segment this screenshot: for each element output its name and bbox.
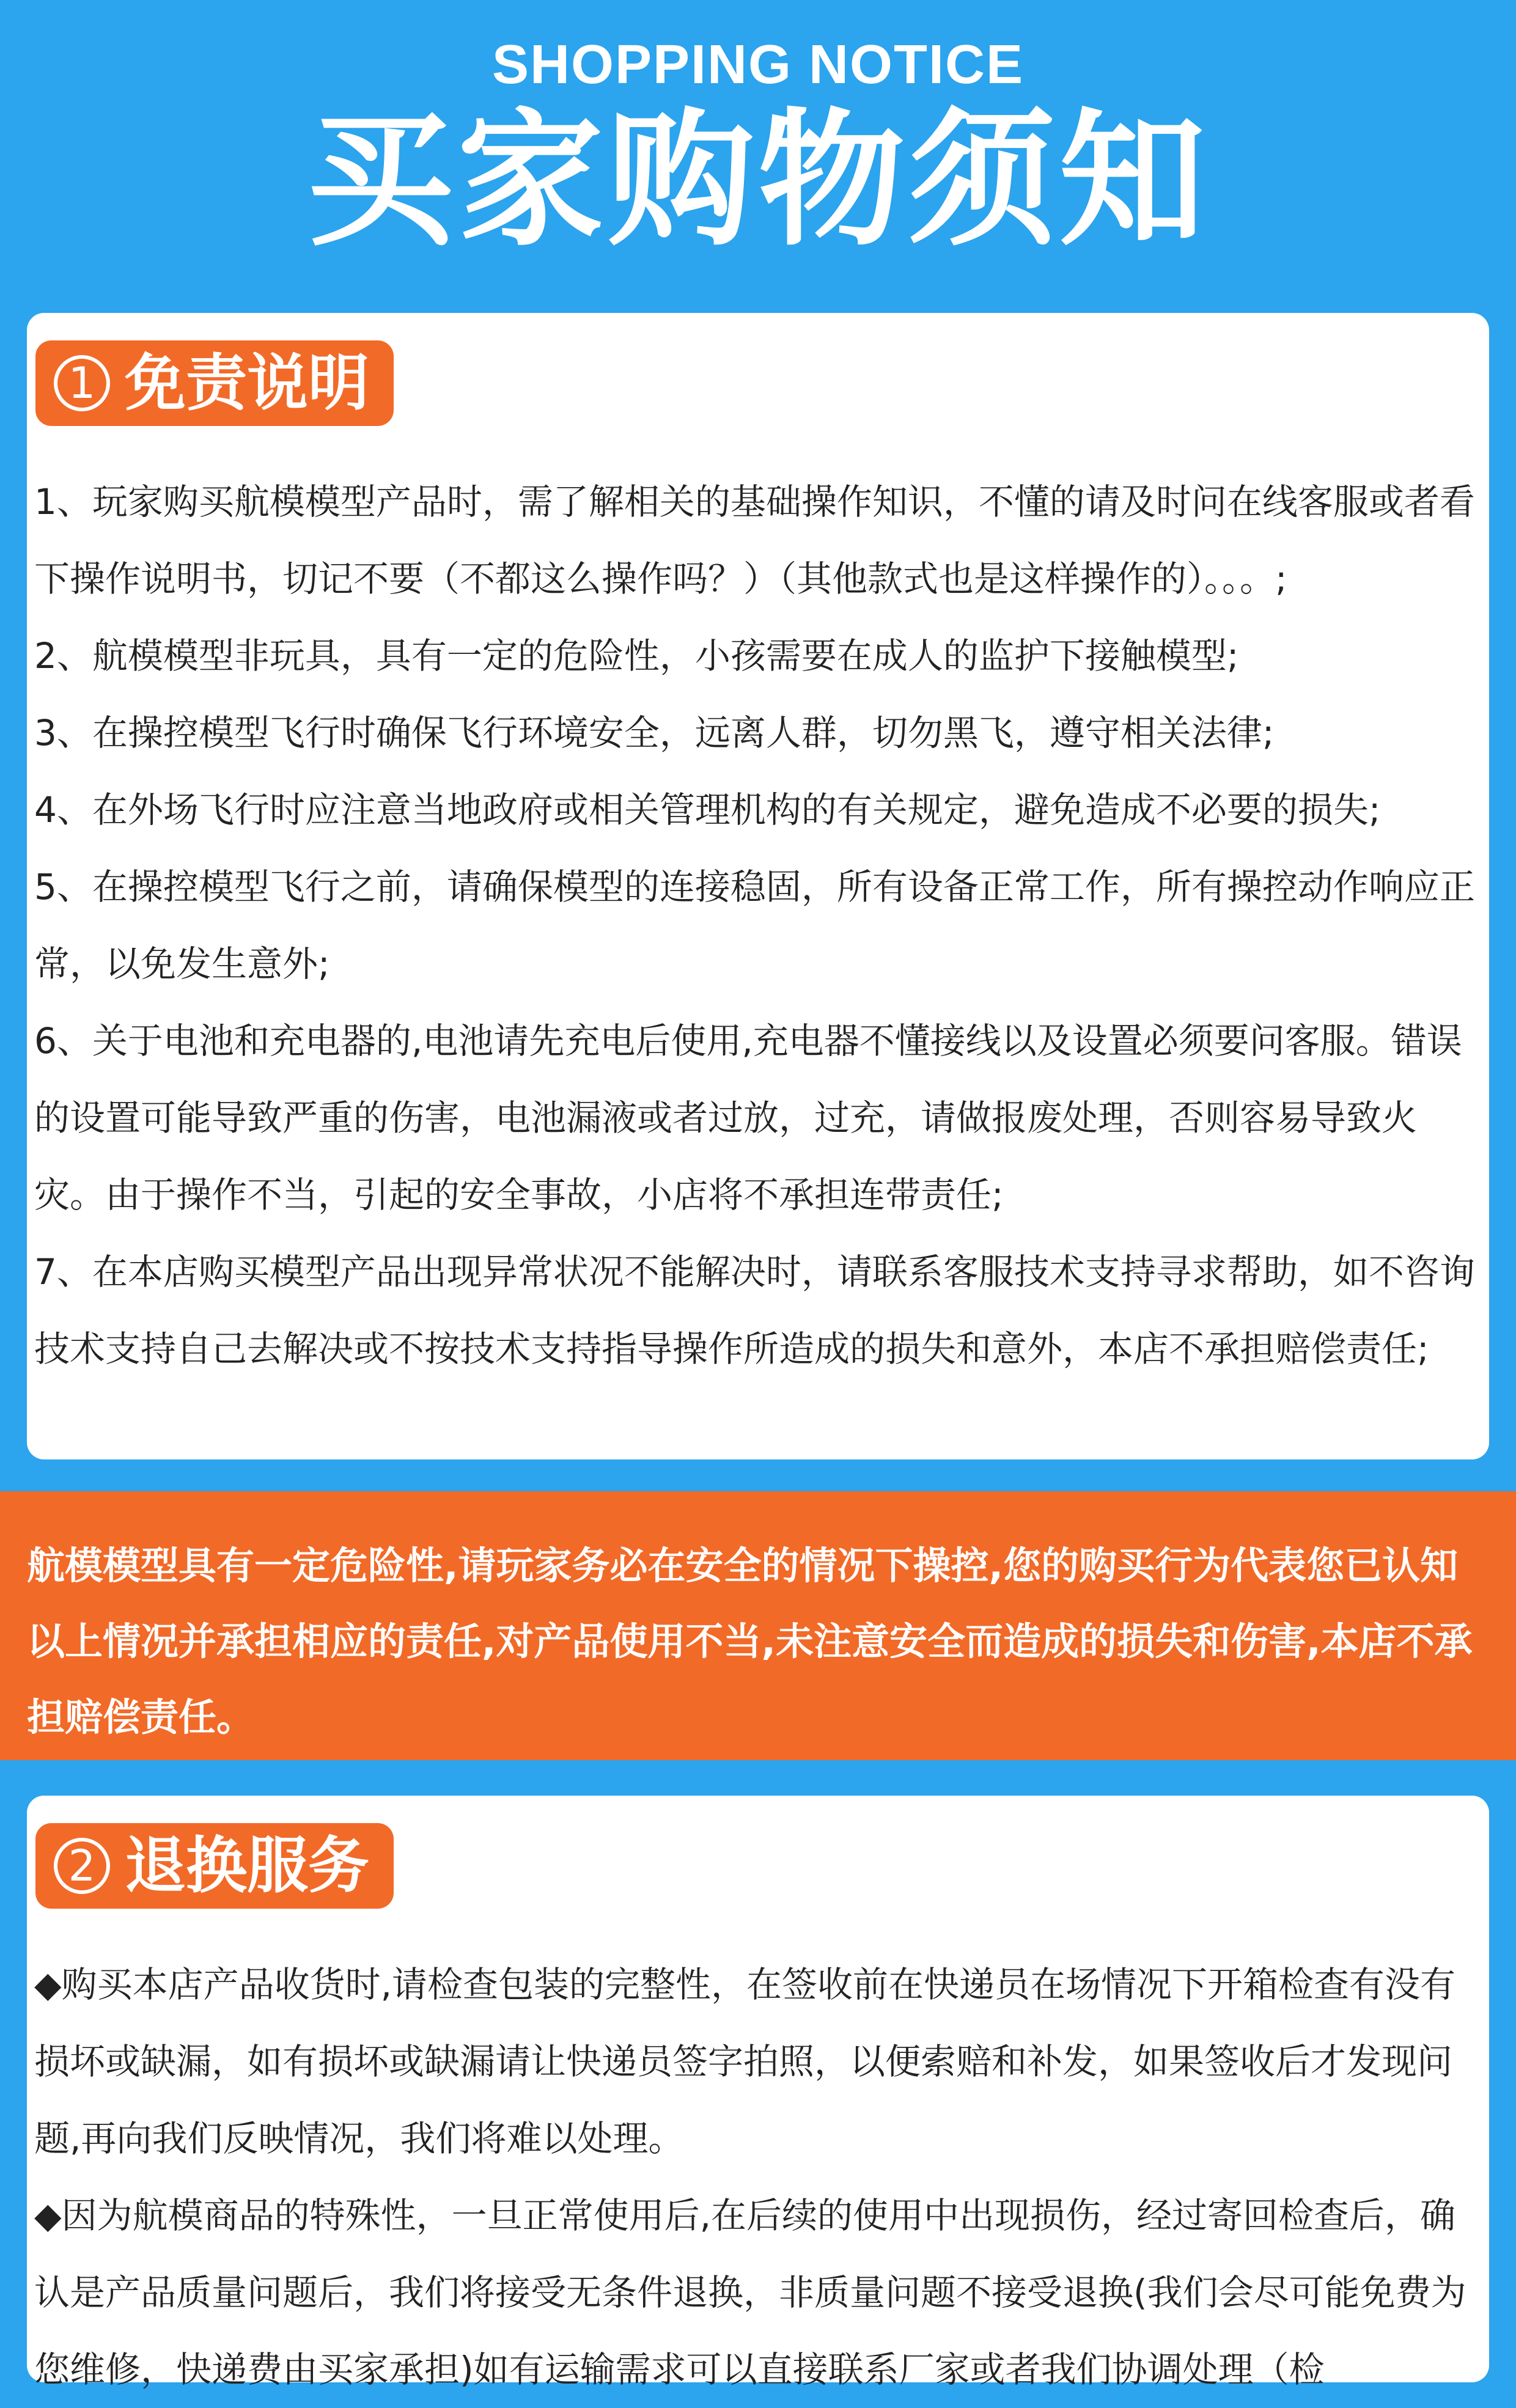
header bbox=[0, 0, 1516, 293]
disclaimer-item: 5、在操控模型飞行之前，请确保模型的连接稳固，所有设备正常工作，所有操控动作响应正常，以免发生意外; bbox=[34, 866, 1475, 985]
disclaimer-item: 4、在外场飞行时应注意当地政府或相关管理机构的有关规定，避免造成不必要的损失; bbox=[34, 789, 1381, 831]
return-service-card bbox=[27, 1796, 1489, 2390]
section-number-1: 1 bbox=[54, 355, 110, 411]
section-badge-disclaimer bbox=[35, 340, 394, 426]
disclaimer-item: 2、航模模型非玩具，具有一定的危险性，小孩需要在成人的监护下接触模型; bbox=[34, 635, 1239, 677]
disclaimer-list bbox=[34, 463, 1482, 1387]
warning-text: 航模模型具有一定危险性,请玩家务必在安全的情况下操控,您的购买行为代表您已认知以上情况并承担相应的责任,对产品使用不当,未注意安全而造成的损失和伤害,本店不承担赔偿责任。 bbox=[27, 1543, 1473, 1739]
section-badge-returns bbox=[35, 1823, 394, 1909]
header-subtitle: SHOPPING NOTICE bbox=[491, 34, 1025, 95]
disclaimer-item: 1、玩家购买航模模型产品时，需了解相关的基础操作知识，不懂的请及时问在线客服或者看下操作说明书，切记不要（不都这么操作吗？）（其他款式也是这样操作的）。。。; bbox=[34, 481, 1475, 600]
disclaimer-item: 3、在操控模型飞行时确保飞行环境安全，远离人群，切勿黑飞，遵守相关法律; bbox=[34, 712, 1275, 754]
section-title-disclaimer: 免责说明 bbox=[125, 347, 369, 419]
warning-banner bbox=[0, 1491, 1516, 1760]
disclaimer-item: 6、关于电池和充电器的,电池请先充电后使用,充电器不懂接线以及设置必须要问客服。错误的设置可能导致严重的伤害，电池漏液或者过放，过充，请做报废处理，否则容易导致火灾。由于操作不当，引起的安全事故，小店将不承担连带责任; bbox=[34, 1020, 1462, 1216]
disclaimer-item: 7、在本店购买模型产品出现异常状况不能解决时，请联系客服技术支持寻求帮助，如不咨询技术支持自己去解决或不按技术支持指导操作所造成的损失和意外，本店不承担赔偿责任; bbox=[34, 1251, 1475, 1370]
page-title: 买家购物须知 bbox=[306, 95, 1209, 266]
returns-item: ◆因为航模商品的特殊性，一旦正常使用后,在后续的使用中出现损伤，经过寄回检查后，确认是产品质量问题后，我们将接受无条件退换，非质量问题不接受退换(我们会尽可能免费为您维修，快递费由买家承担)如有运输需求可以直接联系厂家或者我们协调处理（检 bbox=[34, 2195, 1466, 2390]
section-title-returns: 退换服务 bbox=[125, 1830, 369, 1901]
returns-item: ◆购买本店产品收货时,请检查包装的完整性，在签收前在快递员在场情况下开箱检查有没有损坏或缺漏，如有损坏或缺漏请让快递员签字拍照，以便索赔和补发，如果签收后才发现问题,再向我们反映情况，我们将难以处理。 bbox=[34, 1964, 1456, 2159]
returns-list bbox=[34, 1946, 1482, 2408]
disclaimer-card bbox=[27, 313, 1489, 1459]
section-number-2: 2 bbox=[54, 1838, 110, 1894]
